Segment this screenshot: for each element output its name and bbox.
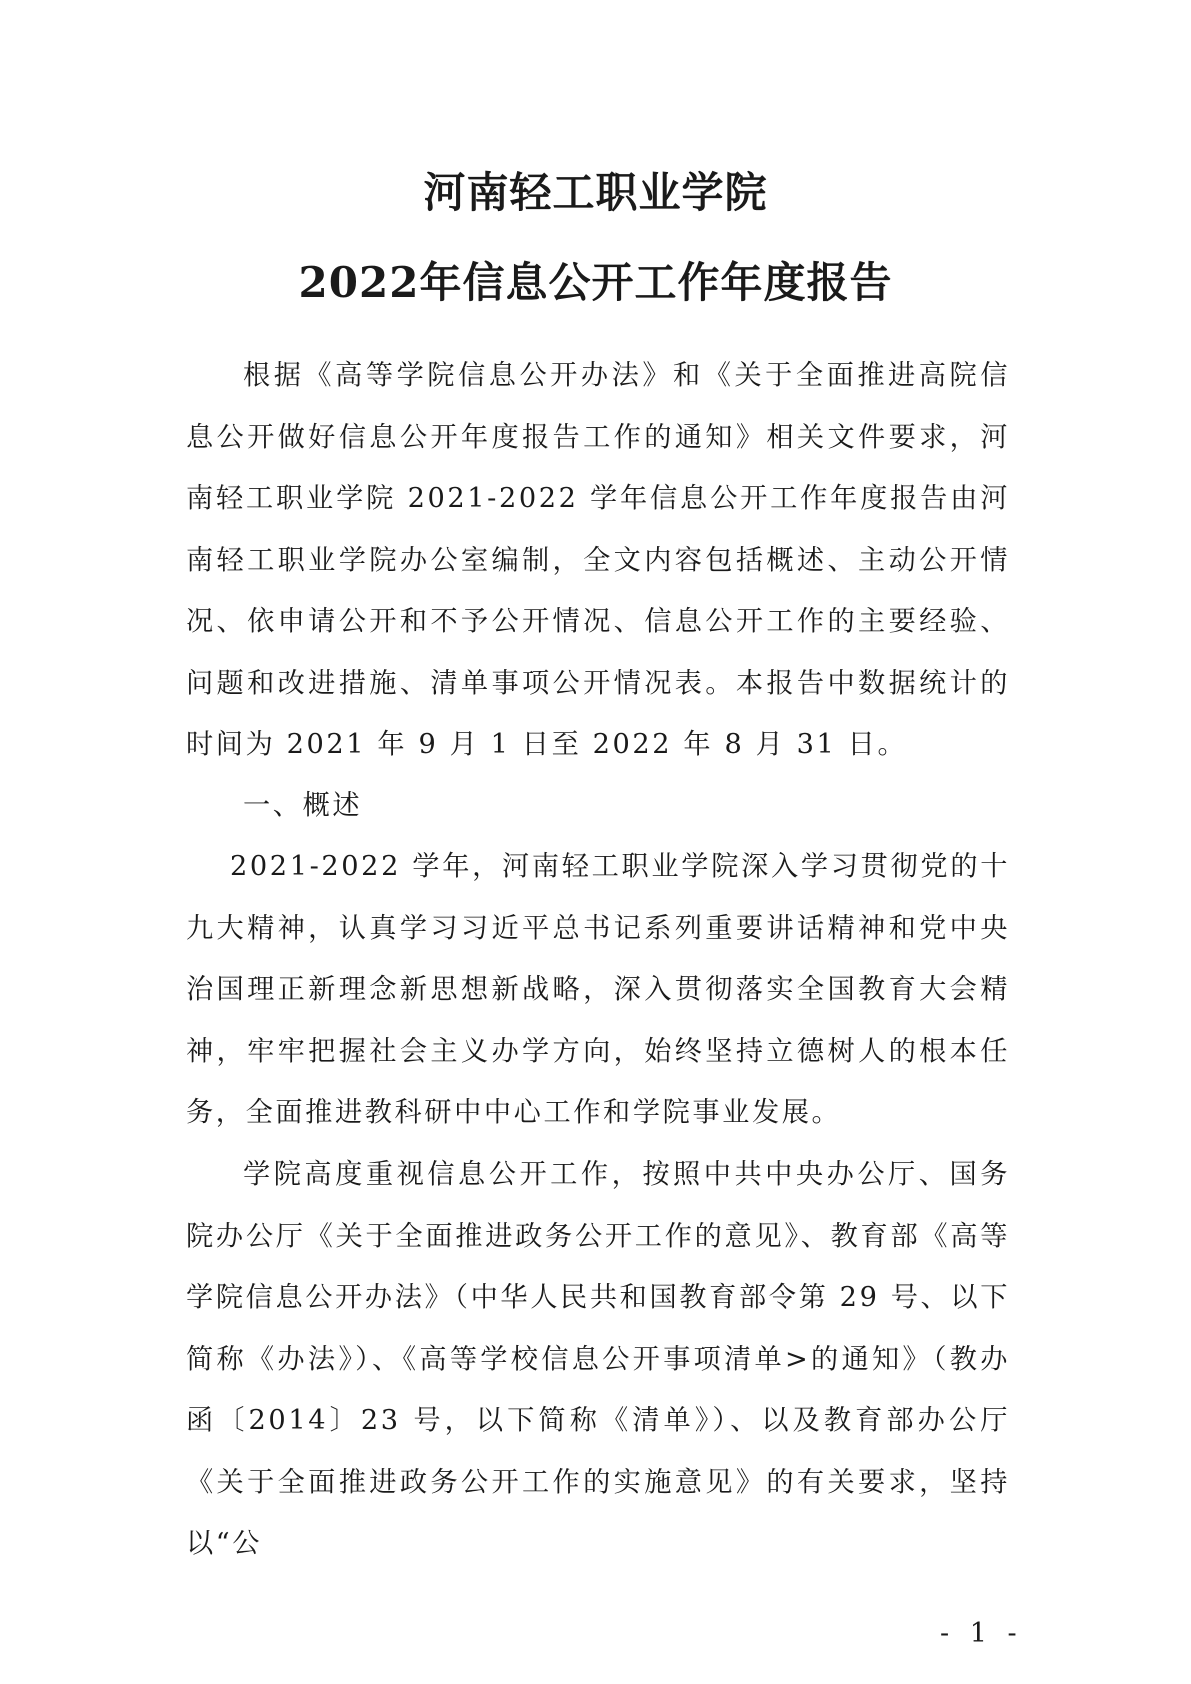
page-number: - 1 - — [940, 1618, 1023, 1649]
policy-paragraph: 学院高度重视信息公开工作，按照中共中央办公厅、国务院办公厅《关于全面推进政务公开工作的意见》、教育部《高等学院信息公开办法》（中华人民共和国教育部令第 29 号、以下简称《办法》）、《高等学校信息公开事项清单>的通知》（教办函〔2014〕23 号，以下简称《清单》）、以及教育部办公厅《关于全面推进政务公开工作的实施意见》的有关要求，坚持以“公 — [186, 1159, 1010, 1559]
overview-paragraph: 2021-2022 学年，河南轻工职业学院深入学习贯彻党的十九大精神，认真学习习近平总书记系列重要讲话精神和党中央治国理正新理念新思想新战略，深入贯彻落实全国教育大会精神，牢牢把握社会主义办学方向，始终坚持立德树人的根本任务，全面推进教科研中中心工作和学院事业发展。 — [186, 851, 1010, 1128]
section-heading-overview: 一、概述 — [243, 790, 363, 821]
intro-paragraph: 根据《高等学院信息公开办法》和《关于全面推进高院信息公开做好信息公开年度报告工作的通知》相关文件要求，河南轻工职业学院 2021-2022 学年信息公开工作年度报告由河南轻工职业学院办公室编制，全文内容包括概述、主动公开情况、依申请公开和不予公开情况、信息公开工作的主要经验、问题和改进措施、清单事项公开情况表。本报告中数据统计的时间为 2021 年 9 月 1 日至 2022 年 8 月 31 日。 — [186, 360, 1010, 760]
document-title-line-1: 河南轻工职业学院 — [423, 168, 768, 217]
document-title-line-2: 2022年信息公开工作年度报告 — [298, 258, 893, 307]
